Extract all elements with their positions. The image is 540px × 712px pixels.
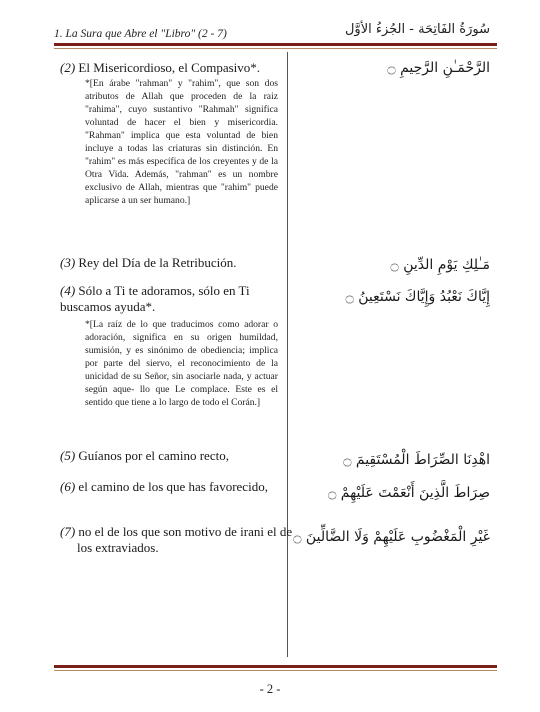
verse-text: Guíanos por el camino recto, <box>78 448 229 463</box>
header-chapter-title: 1. La Sura que Abre el "Libro" (2 - 7) <box>54 28 227 40</box>
verse-number: (7) <box>60 524 76 539</box>
verse-number: (6) <box>60 479 76 494</box>
header-rule <box>54 43 497 46</box>
footer-rule-thin <box>54 670 497 671</box>
arabic-verse-text: اهْدِنَا الصِّرَاطَ الْمُسْتَقِيمَ ۝ <box>343 452 490 468</box>
verse-number: (3) <box>60 255 76 270</box>
verse-5 <box>60 448 278 464</box>
verse-7 <box>60 524 295 556</box>
verse-3 <box>60 255 278 271</box>
footnote-adorar: *[La raíz de lo que traducimos como adorar o adoración, significa en su origen humildad, sumisión, y es sinónimo de obediencia; implica por parte del siervo, el reconocimiento de la unicidad de su Señor, sin asociarle nada, y actuar según aque- llo que Le complace. Este es el sentido que tiene a lo largo de todo el Corán.] <box>85 319 278 408</box>
verse-number: (2) <box>60 60 76 75</box>
arabic-verse-text: إِيَّاكَ نَعْبُدُ وَإِيَّاكَ نَسْتَعِينُ ۝ <box>345 289 490 305</box>
arabic-verse-7 <box>290 529 490 545</box>
arabic-verse-2 <box>290 60 490 76</box>
arabic-verse-6 <box>290 485 490 501</box>
verse-text: el camino de los que has favorecido, <box>78 479 268 494</box>
arabic-verse-text: مَـٰلِكِ يَوْمِ الدِّينِ ۝ <box>390 257 490 273</box>
verse-text: El Misericordioso, el Compasivo*. <box>78 60 261 75</box>
verse-number: (5) <box>60 448 76 463</box>
verse-2 <box>60 60 278 76</box>
verse-text: Sólo a Ti te adoramos, sólo en Ti buscamos ayuda*. <box>60 283 250 314</box>
arabic-verse-text: غَيْرِ الْمَغْضُوبِ عَلَيْهِمْ وَلَا الضَّالِّينَ ۝ <box>293 529 490 545</box>
column-divider <box>287 52 288 657</box>
verse-4 <box>60 283 278 315</box>
verse-6 <box>60 479 295 495</box>
footer-rule <box>54 665 497 668</box>
header-rule-thin <box>54 48 497 49</box>
footnote-rahman-rahim: *[En árabe "rahman" y "rahim", que son dos atributos de Allah que proceden de la raiz "rahima", cuyo sustantivo "Rahmah" significa voluntad de hacer el bien y misericordia. "Rahman" implica que esta voluntad de bien incluye a todas las criaturas sin distinción. En "rahim" es más específica de los creyentes y de la Otra Vida. Además, "rahman" es un nombre exclusivo de Allah, mientras que "rahim" puede aplicarse a un ser humano.] <box>85 78 278 206</box>
verse-text: no el de los que son motivo de irani el de los extraviados. <box>77 524 293 555</box>
verse-number: (4) <box>60 283 76 298</box>
arabic-verse-3 <box>290 257 490 273</box>
arabic-verse-text: الرَّحْمَـٰنِ الرَّحِيمِ ۝ <box>387 60 490 76</box>
verse-text: Rey del Día de la Retribución. <box>78 255 237 270</box>
arabic-verse-4 <box>290 289 490 305</box>
arabic-verse-text: صِرَاطَ الَّذِينَ أَنْعَمْتَ عَلَيْهِمْ ۝ <box>328 485 490 501</box>
page-number: - 2 - <box>259 682 281 696</box>
header-arabic-title: سُورَةُ الفَاتِحَة - الجُزءُ الأوَّل <box>344 22 490 37</box>
arabic-verse-5 <box>290 452 490 468</box>
